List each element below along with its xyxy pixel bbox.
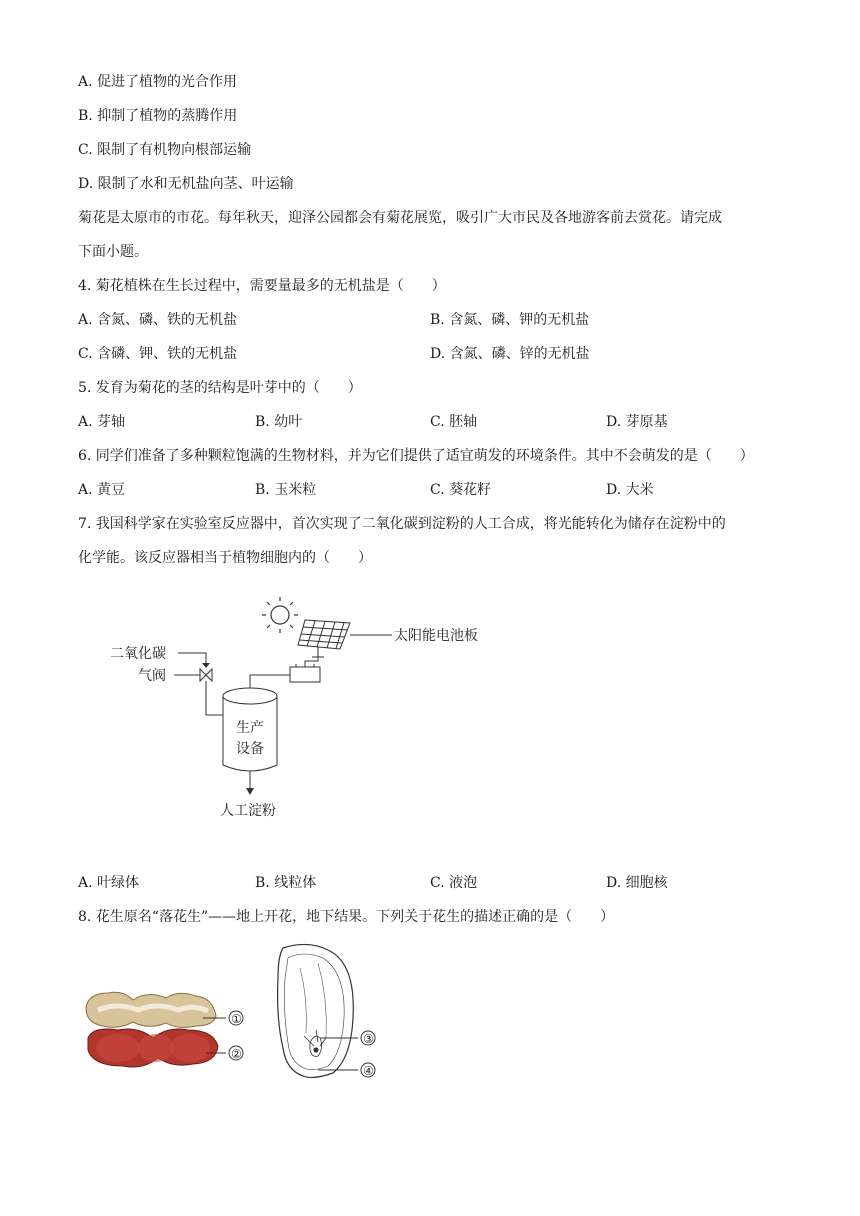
label-solar-panel: 太阳能电池板 [394,628,478,644]
q5-option-b: B. 幼叶 [255,414,303,430]
q6-option-b: B. 玉米粒 [255,482,317,498]
q3-option-c: C. 限制了有机物向根部运输 [78,142,252,158]
q3-option-a: A. 促进了植物的光合作用 [78,74,238,90]
q5-stem: 5. 发育为菊花的茎的结构是叶芽中的（ ） [78,380,362,396]
label-1: ① [231,1012,242,1026]
label-co2: 二氧化碳 [110,646,166,662]
q4-option-c: C. 含磷、钾、铁的无机盐 [78,346,238,362]
peanut-figure [78,938,398,1088]
q7-option-c: C. 液泡 [430,875,478,891]
intro-line-1: 菊花是太原市的市花。每年秋天，迎泽公园都会有菊花展览，吸引广大市民及各地游客前去赏花。请完成 [78,210,722,226]
label-2: ② [231,1047,242,1061]
q6-option-a: A. 黄豆 [78,482,126,498]
q6-option-d: D. 大米 [606,482,654,498]
battery-icon [290,667,320,682]
q7-option-a: A. 叶绿体 [78,875,140,891]
label-valve: 气阀 [138,668,166,684]
q3-option-b: B. 抑制了植物的蒸腾作用 [78,108,238,124]
q6-stem: 6. 同学们准备了多种颗粒饱满的生物材料，并为它们提供了适宜萌发的环境条件。其中不会萌发的是（ ） [78,448,754,464]
intro-line-2: 下面小题。 [78,244,148,260]
q4-option-a: A. 含氮、磷、铁的无机盐 [78,312,238,328]
q5-option-a: A. 芽轴 [78,414,126,430]
sun-icon [262,597,298,633]
label-4: ④ [363,1064,374,1078]
q4-option-b: B. 含氮、磷、钾的无机盐 [430,312,590,328]
q8-stem: 8. 花生原名“落花生”——地上开花，地下结果。下列关于花生的描述正确的是（ ） [78,909,615,925]
label-device-1: 生产 [236,720,264,736]
reactor-diagram [100,585,480,830]
label-3: ③ [363,1032,374,1046]
q5-option-c: C. 胚轴 [430,414,478,430]
q6-option-c: C. 葵花籽 [430,482,492,498]
q7-option-b: B. 线粒体 [255,875,317,891]
valve-icon [200,669,212,681]
peanut-shell [86,992,216,1027]
solar-panel-icon [298,620,350,657]
q4-stem: 4. 菊花植株在生长过程中，需要量最多的无机盐是（ ） [78,278,446,294]
q3-option-d: D. 限制了水和无机盐向茎、叶运输 [78,176,294,192]
label-artificial-starch: 人工淀粉 [220,803,276,819]
q4-option-d: D. 含氮、磷、锌的无机盐 [430,346,590,362]
q7-stem-1: 7. 我国科学家在实验室反应器中，首次实现了二氧化碳到淀粉的人工合成，将光能转化为储存在淀粉中的 [78,516,726,532]
q5-option-d: D. 芽原基 [606,414,668,430]
peanut-seeds [88,1029,218,1067]
q7-option-d: D. 细胞核 [606,875,668,891]
q7-stem-2: 化学能。该反应器相当于植物细胞内的（ ） [78,550,372,566]
label-device-2: 设备 [236,741,264,757]
seed-section [278,944,354,1077]
